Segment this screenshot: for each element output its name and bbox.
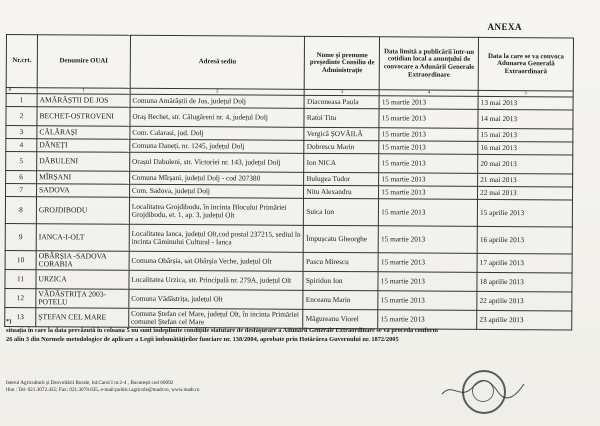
row-publish-date: 15 martie 2013 xyxy=(378,310,477,330)
row-address: Orașul Dabuleni, str. Victoriei nr. 143, județul Dolj xyxy=(129,152,304,172)
row-address: Comuna Ștefan cel Mare, județul Olt, în incinta Primăriei comunei Ștefan cel Mare xyxy=(129,308,304,328)
row-publish-date: 15 martie 2013 xyxy=(378,226,477,254)
table-header-row xyxy=(6,35,573,91)
row-publish-date: 15 martie 2013 xyxy=(379,154,478,174)
index-cell: 3 xyxy=(305,89,380,95)
row-assembly-date: 16 mai 2013 xyxy=(478,141,573,155)
row-assembly-date: 23 aprilie 2013 xyxy=(477,310,572,330)
index-cell: 0 xyxy=(6,88,37,94)
row-president: Nitu Alexandru xyxy=(304,185,379,198)
row-ouai-name: MÎRȘANI xyxy=(37,171,130,185)
row-ouai-name: VĂDĂSTRIȚA 2003-POTELU xyxy=(36,289,129,309)
official-stamp xyxy=(462,370,506,414)
ministry-address: Isterul Agriculturii și Dezvoltării Rurale, bd.Carol I nr.2-4 , București cod 60092 xyxy=(6,380,174,386)
row-assembly-date: 13 mai 2013 xyxy=(478,96,573,110)
row-nr: 6 xyxy=(6,171,37,184)
row-ouai-name: URZICA xyxy=(36,270,129,290)
row-address: Localitatea Grojdibodu, în incinta Blocului Primăriei Grojdibodu, et. 1, ap. 3, județul Olt xyxy=(129,197,304,225)
row-nr: 5 xyxy=(6,152,37,171)
row-ouai-name: IANCA-I-OLT xyxy=(36,224,129,252)
row-nr: 3 xyxy=(6,126,37,139)
row-nr: 11 xyxy=(5,269,36,288)
row-assembly-date: 22 aprilie 2013 xyxy=(477,291,572,311)
row-president: Diaconeasa Paula xyxy=(304,95,379,108)
row-assembly-date: 17 aprilie 2013 xyxy=(477,253,572,273)
index-cell: 5 xyxy=(478,90,573,97)
row-president: Vergică ȘOVĂILĂ xyxy=(304,127,379,140)
row-nr: 2 xyxy=(6,107,37,126)
row-publish-date: 15 martie 2013 xyxy=(379,128,478,142)
row-nr: 10 xyxy=(5,250,36,269)
footnote-marker: *) xyxy=(6,318,12,325)
row-ouai-name: ȘTEFAN CEL MARE xyxy=(36,308,129,328)
row-address: Localitatea Urzica, str. Principală nr. 279A, județul Olt xyxy=(129,270,304,290)
row-president: Spiridon Ion xyxy=(303,271,378,290)
row-assembly-date: 14 mai 2013 xyxy=(478,109,573,129)
row-president: Măgureanu Viorel xyxy=(303,309,378,328)
row-assembly-date: 16 aprilie 2013 xyxy=(477,226,572,254)
row-address: Localitatea Ianca, județul Olt,cod postal 237215, sediul în incinta Căminului Cultural - Ianca xyxy=(129,224,304,252)
index-cell: 2 xyxy=(130,88,305,95)
row-president: Ion NICA xyxy=(304,153,379,172)
row-nr: 7 xyxy=(6,184,37,197)
row-ouai-name: SADOVA xyxy=(36,184,129,198)
row-address: Comuna Daneți, nr. 1245, județul Dolj xyxy=(130,139,305,153)
row-assembly-date: 18 aprilie 2013 xyxy=(477,272,572,292)
row-ouai-name: AMĂRĂȘTII DE JOS xyxy=(37,94,130,108)
row-address: Com. Sadova, județul Dolj xyxy=(129,184,304,198)
row-president: Pascu Mirescu xyxy=(303,252,378,271)
row-publish-date: 15 martie 2013 xyxy=(378,253,477,273)
row-publish-date: 15 martie 2013 xyxy=(379,109,478,129)
header-address: Adresă sediu xyxy=(130,35,305,89)
row-nr: 8 xyxy=(5,197,36,224)
row-president: Ratoi Titu xyxy=(304,108,379,127)
row-ouai-name: BECHET-OSTROVENI xyxy=(37,107,130,127)
row-publish-date: 15 martie 2013 xyxy=(379,186,478,200)
row-nr: 13 xyxy=(5,307,36,326)
row-address: Comuna Amărăștii de Jos, județul Dolj xyxy=(130,94,305,108)
row-nr: 1 xyxy=(6,94,37,107)
header-assembly-date: Data la care se va convoca Adunarea Generală Extraordinară xyxy=(478,37,573,91)
header-name: Denumire OUAI xyxy=(37,35,130,89)
row-assembly-date: 22 mai 2013 xyxy=(478,186,573,200)
row-president: Dobrescu Marin xyxy=(304,140,379,153)
annex-label: ANEXA xyxy=(487,22,522,32)
row-assembly-date: 21 mai 2013 xyxy=(478,173,573,187)
index-cell: 1 xyxy=(37,88,130,95)
header-president: Nume și prenume președinte Consiliu de Administrație xyxy=(305,36,380,89)
row-president: Enceanu Marin xyxy=(303,290,378,309)
row-president: Împușcatu Gheorghe xyxy=(304,225,379,252)
row-address: Com. Calarasi, jud. Dolj xyxy=(130,126,305,140)
row-assembly-date: 15 aprilie 2013 xyxy=(477,199,572,227)
ministry-contact: lfon : Tel: 021.3072.435; Fax: 021.3078.635, e-mail:politici.agricole@madr.ro, www.madr.ro xyxy=(6,387,200,393)
table-row xyxy=(5,223,572,253)
row-ouai-name: GROJDIBODU xyxy=(36,197,129,225)
ouai-table xyxy=(4,34,574,330)
footnote-line-2: 26 alin 3 din Normele metodologice de aplicare a Legii îmbunătățirilor funciare nr. 138/2004, aprobate prin Hotărârea Guvernului nr. 1872/2005 xyxy=(6,336,399,343)
row-ouai-name: CĂLĂRAȘI xyxy=(37,126,130,140)
row-president: Suica Ion xyxy=(304,198,379,225)
row-address: Comuna Vădăstrița, județul Olt xyxy=(129,289,304,309)
row-address: Comuna Mîrșani, județul Dolj - cod 207380 xyxy=(129,171,304,185)
header-nr: Nr.crt. xyxy=(6,35,37,88)
row-publish-date: 15 martie 2013 xyxy=(378,272,477,292)
row-publish-date: 15 martie 2013 xyxy=(379,173,478,187)
row-address: Comuna Obârșia, sat Obârșia Veche, județul Olt xyxy=(129,251,304,271)
row-publish-date: 15 martie 2013 xyxy=(379,141,478,155)
header-publish-deadline: Data limită a publicării într-un cotidian local a anunțului de convocare a Adunării Generale Extraordinare xyxy=(379,37,478,91)
row-ouai-name: DĂNEȚI xyxy=(37,139,130,153)
row-assembly-date: 20 mai 2013 xyxy=(478,154,573,174)
row-address: Oraș Bechet, str. Călugăreni nr. 4, județul Dolj xyxy=(130,107,305,127)
row-publish-date: 15 martie 2013 xyxy=(379,199,478,227)
row-president: Bulugea Tudor xyxy=(304,172,379,185)
row-publish-date: 15 martie 2013 xyxy=(378,291,477,311)
row-nr: 4 xyxy=(6,139,37,152)
row-nr: 12 xyxy=(5,288,36,307)
row-nr: 9 xyxy=(5,223,36,250)
index-cell: 4 xyxy=(379,90,478,97)
footnote-line-1: situația în care la data prevăzută în coloana 5 nu sunt îndeplinite condițiile statutare de desfășurare a Adunării Generale Extraordinare se va proceda conform xyxy=(6,327,438,334)
table-row xyxy=(5,197,572,227)
row-assembly-date: 15 mai 2013 xyxy=(478,128,573,142)
row-publish-date: 15 martie 2013 xyxy=(379,96,478,110)
row-ouai-name: DĂBULENI xyxy=(37,152,130,172)
row-ouai-name: OBÂRȘIA -SADOVA CORABIA xyxy=(36,251,129,271)
